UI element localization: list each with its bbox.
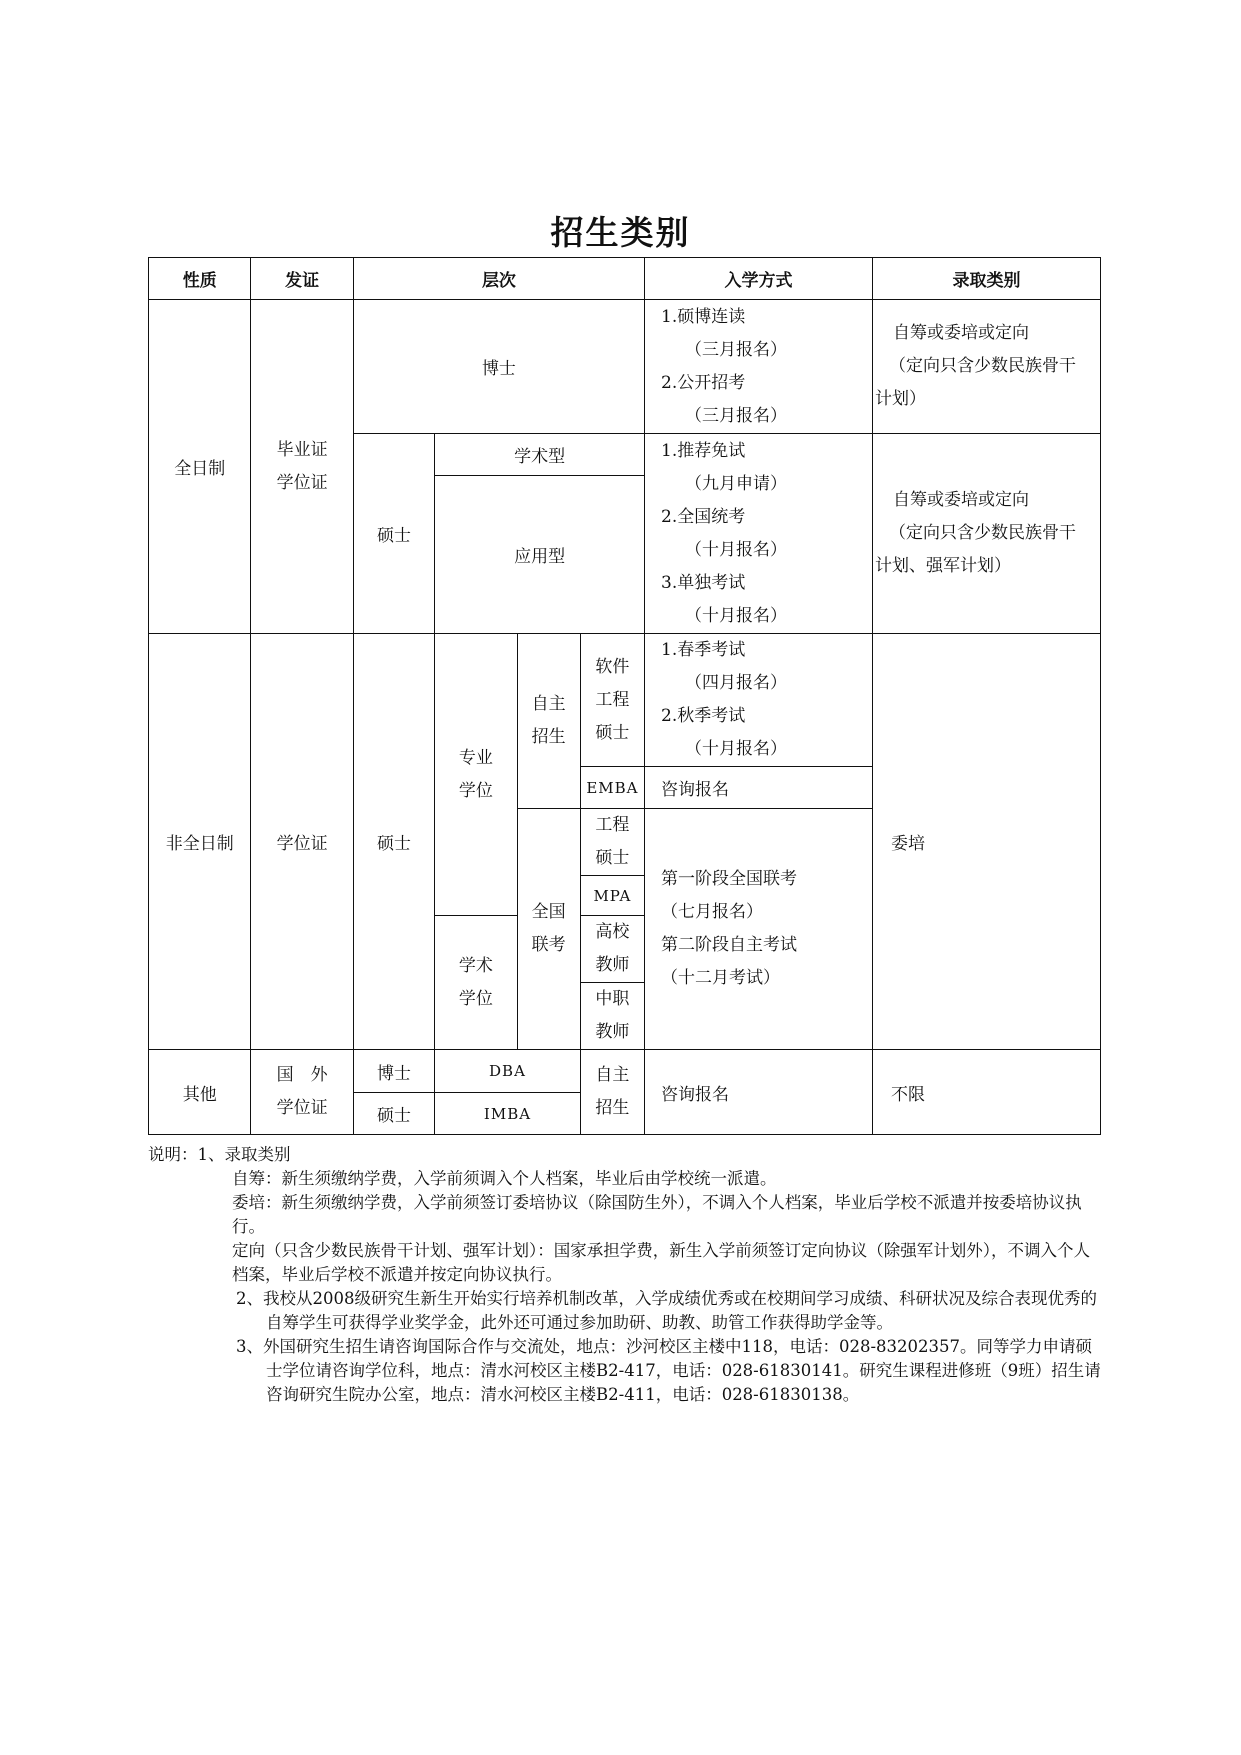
parttime-category: 委培 (873, 634, 1101, 1050)
header-nature: 性质 (149, 258, 251, 300)
header-admission-method: 入学方式 (645, 258, 873, 300)
parttime-professional-degree: 专业 学位 (435, 634, 517, 916)
fulltime-nature: 全日制 (149, 300, 251, 634)
note-directed: 定向（只含少数民族骨干计划、强军计划）：国家承担学费，新生入学前须签订定向协议（除强军计划外），不调入个人档案，毕业后学校不派遣并按定向协议执行。 (232, 1241, 1090, 1284)
other-category: 不限 (873, 1050, 1101, 1135)
note-2: 2、我校从2008级研究生新生开始实行培养机制改革，入学成绩优秀或在校期间学习成绩、科研状况及综合表现优秀的自筹学生可获得学业奖学金，此外还可通过参加助研、助教、助管工作获得助学金等。 (236, 1289, 1097, 1332)
fulltime-master-category: 自筹或委培或定向 （定向只含少数民族骨干 计划、强军计划） (873, 434, 1101, 634)
fulltime-phd-methods: 1.硕博连读 （三月报名） 2.公开招考 （三月报名） (645, 300, 873, 434)
parttime-national-methods: 第一阶段全国联考 （七月报名） 第二阶段自主考试 （十二月考试） (645, 809, 873, 1050)
header-category: 录取类别 (873, 258, 1101, 300)
note-3: 3、外国研究生招生请咨询国际合作与交流处，地点：沙河校区主楼中118，电话：028-83202357。同等学力申请硕士学位请咨询学位科，地点：清水河校区主楼B2-417，电话：028-61830141。研究生课程进修班（9班）招生请咨询研究生院办公室，地点：清水河校区主楼B2-411，电话：028-61830138。 (236, 1337, 1101, 1404)
other-dba: DBA (435, 1050, 581, 1093)
note-commissioned: 委培：新生须缴纳学费，入学前须签订委培协议（除国防生外），不调入个人档案，毕业后学校不派遣并按委培协议执行。 (232, 1193, 1082, 1236)
other-certificate: 国 外 学位证 (251, 1050, 353, 1135)
fulltime-phd-row (149, 300, 1101, 434)
notes-intro: 说明：1、录取类别 (148, 1145, 291, 1164)
fulltime-master-methods: 1.推荐免试 （九月申请） 2.全国统考 （十月报名） 3.单独考试 （十月报名） (645, 434, 873, 634)
parttime-software-methods: 1.春季考试 （四月报名） 2.秋季考试 （十月报名） (645, 634, 873, 767)
admission-table (148, 257, 1101, 1135)
parttime-software: 软件 工程 硕士 (580, 634, 644, 767)
parttime-certificate: 学位证 (251, 634, 353, 1050)
parttime-vocational-teacher: 中职 教师 (580, 983, 644, 1050)
parttime-emba: EMBA (580, 767, 644, 809)
parttime-self-admission: 自主 招生 (517, 634, 580, 809)
note-self-funded: 自筹：新生须缴纳学费，入学前须调入个人档案，毕业后由学校统一派遣。 (232, 1169, 777, 1188)
fulltime-master-academic: 学术型 (435, 434, 645, 476)
fulltime-master-applied: 应用型 (435, 476, 645, 634)
parttime-college-teacher: 高校 教师 (580, 916, 644, 983)
parttime-mpa: MPA (580, 876, 644, 916)
parttime-academic-degree: 学术 学位 (435, 916, 517, 1050)
other-nature: 其他 (149, 1050, 251, 1135)
parttime-emba-method: 咨询报名 (645, 767, 873, 809)
header-certificate: 发证 (251, 258, 353, 300)
header-level: 层次 (353, 258, 644, 300)
other-master: 硕士 (353, 1093, 434, 1135)
parttime-level: 硕士 (353, 634, 434, 1050)
fulltime-certificate: 毕业证 学位证 (251, 300, 353, 634)
fulltime-phd-level: 博士 (353, 300, 644, 434)
fulltime-master-level: 硕士 (353, 434, 434, 634)
notes (148, 1143, 1103, 1407)
parttime-national-exam: 全国 联考 (517, 809, 580, 1050)
other-method: 咨询报名 (645, 1050, 873, 1135)
other-imba: IMBA (435, 1093, 581, 1135)
other-phd: 博士 (353, 1050, 434, 1093)
parttime-software-row (149, 634, 1101, 767)
other-dba-row (149, 1050, 1101, 1093)
parttime-engineering: 工程 硕士 (580, 809, 644, 876)
fulltime-phd-category: 自筹或委培或定向 （定向只含少数民族骨干 计划） (873, 300, 1101, 434)
header-row (149, 258, 1101, 300)
page-title: 招生类别 (550, 213, 691, 252)
parttime-nature: 非全日制 (149, 634, 251, 1050)
other-self-admission: 自主 招生 (580, 1050, 644, 1135)
